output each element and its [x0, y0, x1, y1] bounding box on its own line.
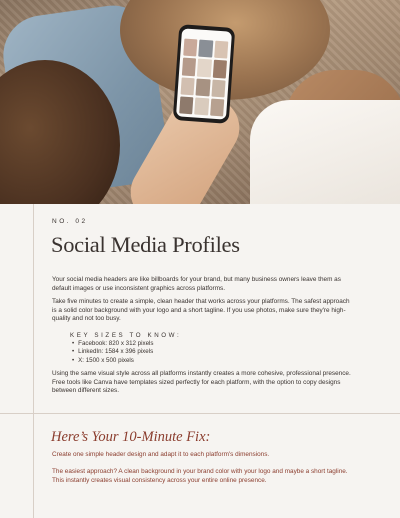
- list-item: • LinkedIn: 1584 x 396 pixels: [72, 348, 154, 356]
- fix-paragraph-1: Create one simple header design and adapt it to each platform's dimensions.: [52, 451, 270, 458]
- sizes-heading: KEY SIZES TO KNOW:: [70, 332, 182, 339]
- hero-photo: [0, 0, 400, 204]
- list-item: • Facebook: 820 x 312 pixels: [72, 340, 154, 348]
- closing-paragraph: Using the same visual style across all platforms instantly creates a more cohesive, professional presence. Free tools like Canva have templates sized perfectly for each platform, with the option to copy designs between different sizes.: [52, 370, 351, 395]
- phone-screen: [176, 28, 232, 119]
- intro-paragraph: Your social media headers are like billboards for your brand, but many business owners leave them as default images or use inconsistent graphics across platforms.: [52, 276, 341, 292]
- page-title: Social Media Profiles: [51, 232, 240, 257]
- list-item: • X: 1500 x 500 pixels: [72, 357, 154, 365]
- phone-image: [173, 24, 236, 124]
- guidance-paragraph: Take five minutes to create a simple, clean header that works across your platforms. The safest approach is a solid color background with your logo and a short tagline. If you use photos, make sure they're high-quality and not too busy.: [52, 298, 350, 323]
- section-divider: [0, 413, 400, 414]
- fix-title: Here’s Your 10-Minute Fix:: [51, 429, 211, 445]
- fix-paragraph-2: The easiest approach? A clean background in your brand color with your logo and maybe a short tagline. This instantly creates visual consistency across your entire online presence.: [52, 468, 348, 484]
- margin-rule-lower: [33, 413, 34, 518]
- sizes-list: [72, 340, 154, 365]
- sweater-shape: [250, 100, 400, 204]
- section-number: NO. 02: [52, 218, 88, 225]
- margin-rule: [33, 204, 34, 414]
